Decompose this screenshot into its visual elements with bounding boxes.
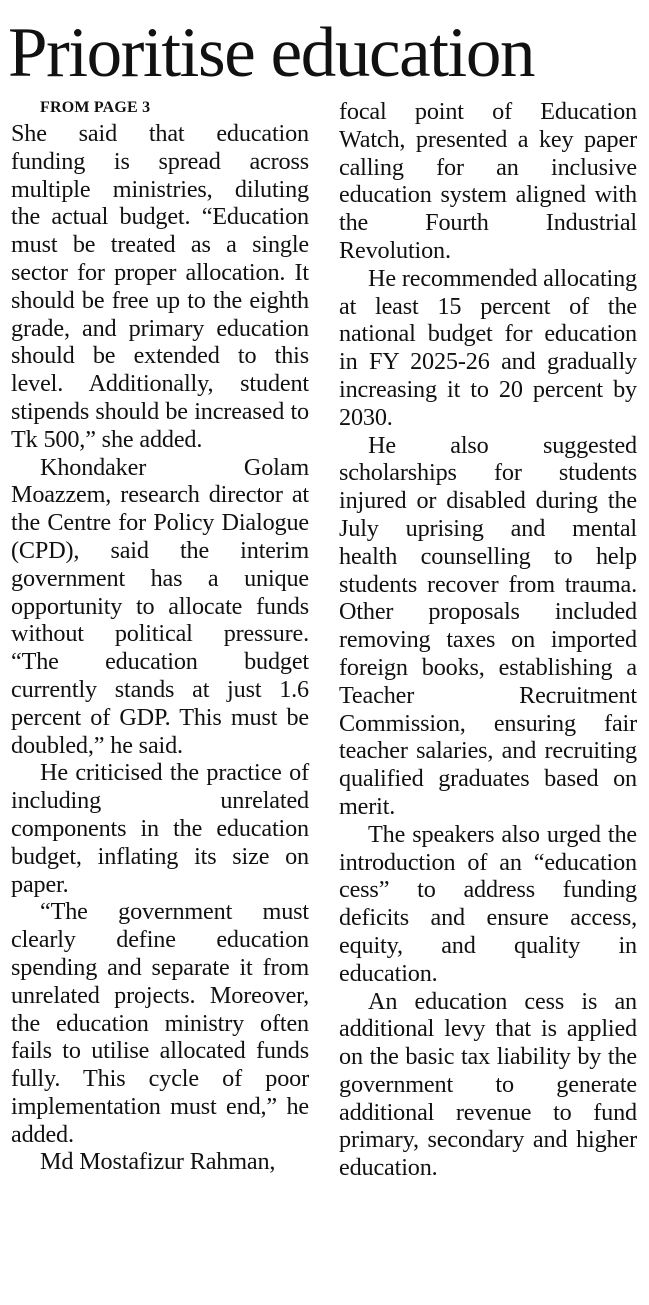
paragraph: She said that education funding is spread across multiple ministries, diluting the actual budget. “Education must be treated as a single sector for proper allocation. It should be free up to the eighth grade, and primary education should be extended to this level. Additionally, student stipends should be increased to Tk 500,” she added. — [11, 120, 309, 453]
paragraph: Khondaker Golam Moazzem, research director at the Centre for Policy Dialogue (CPD), said the interim government has a unique opportunity to allocate funds without political pressure. “The education budget currently stands at just 1.6 percent of GDP. This must be doubled,” he said. — [11, 453, 309, 759]
paragraph: He also suggested scholarships for students injured or disabled during the July uprising and mental health counselling to help students recover from trauma. Other proposals included removing taxes on imported foreign books, establishing a Teacher Recruitment Commission, ensuring fair teacher salaries, and recruiting qualified graduates based on merit. — [339, 431, 637, 820]
kicker: FROM PAGE 3 — [40, 99, 151, 116]
headline: Prioritise education — [8, 14, 535, 92]
paragraph: An education cess is an additional levy that is applied on the basic tax liability by the government to generate additional revenue to fund primary, secondary and higher education. — [339, 987, 637, 1182]
paragraph: He criticised the practice of including unrelated components in the education budget, inflating its size on paper. — [11, 759, 309, 898]
right-column — [339, 98, 637, 1182]
paragraph: “The government must clearly define education spending and separate it from unrelated projects. Moreover, the education ministry often fails to utilise allocated funds fully. This cycle of poor implementation must end,” he added. — [11, 898, 309, 1148]
paragraph: focal point of Education Watch, presented a key paper calling for an inclusive education system aligned with the Fourth Industrial Revolution. — [339, 98, 637, 264]
paragraph: He recommended allocating at least 15 percent of the national budget for education in FY 2025-26 and gradually increasing it to 20 percent by 2030. — [339, 264, 637, 431]
left-column — [11, 96, 309, 1176]
paragraph: Md Mostafizur Rahman, — [40, 1148, 276, 1176]
paragraph: The speakers also urged the introduction of an “education cess” to address funding deficits and ensure access, equity, and quality in education. — [339, 820, 637, 987]
